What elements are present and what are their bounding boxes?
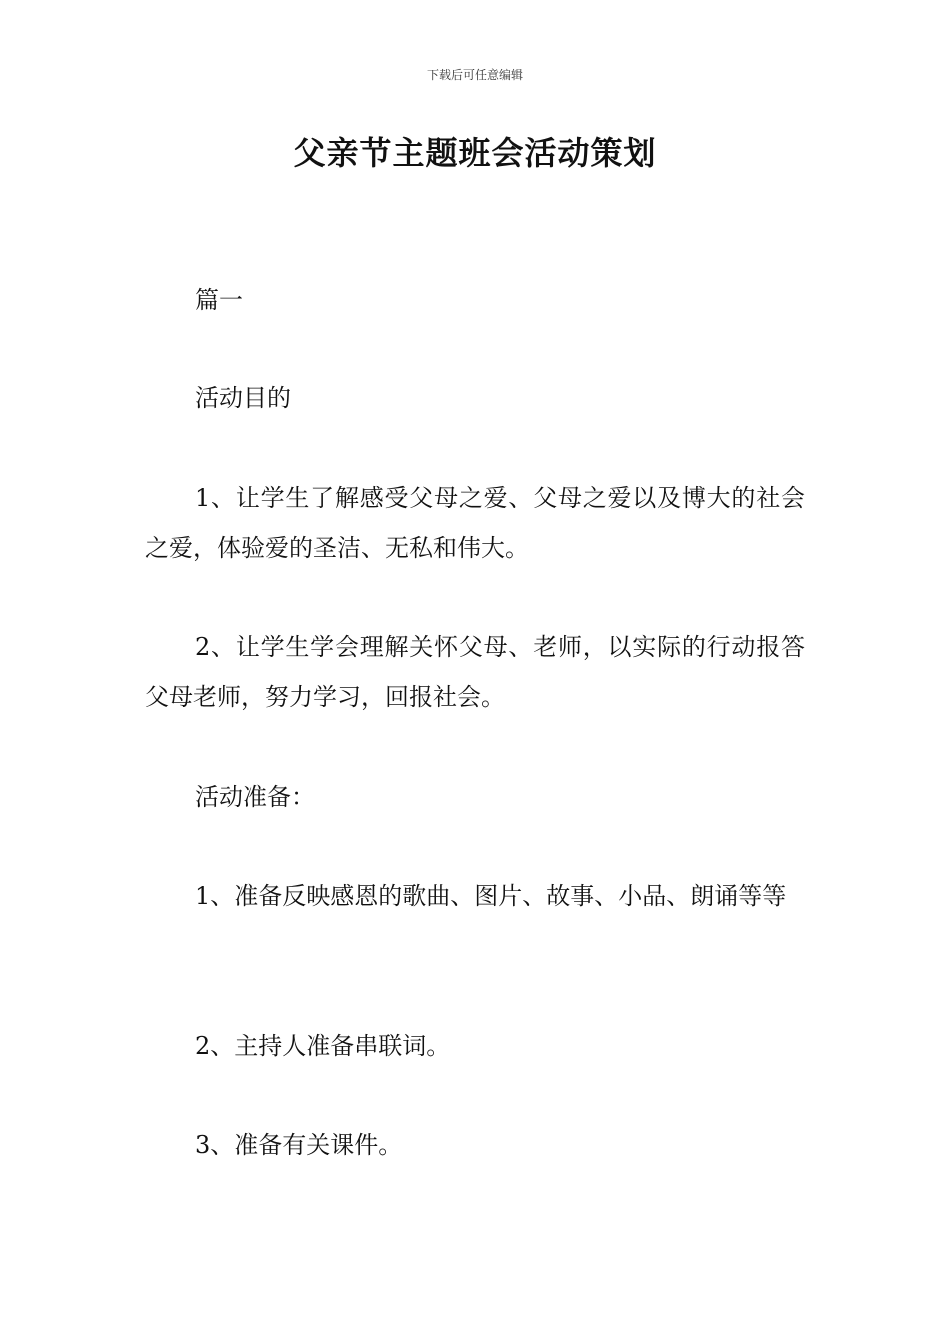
section-heading: 篇一 bbox=[195, 286, 243, 314]
paragraph-purpose-2: 2、让学生学会理解关怀父母、老师，以实际的行动报答父母老师，努力学习，回报社会。 bbox=[145, 633, 805, 711]
page-header-note: 下载后可任意编辑 bbox=[426, 68, 523, 82]
document-title: 父亲节主题班会活动策划 bbox=[293, 134, 657, 172]
paragraph-preparation-3: 3、准备有关课件。 bbox=[195, 1131, 403, 1159]
subheading-purpose: 活动目的 bbox=[195, 384, 291, 412]
paragraph-purpose-1: 1、让学生了解感受父母之爱、父母之爱以及博大的社会之爱，体验爱的圣洁、无私和伟大。 bbox=[145, 484, 805, 562]
paragraph-preparation-1: 1、准备反映感恩的歌曲、图片、故事、小品、朗诵等等 bbox=[195, 882, 787, 910]
paragraph-preparation-2: 2、主持人准备串联词。 bbox=[195, 1032, 451, 1060]
subheading-preparation: 活动准备： bbox=[195, 783, 315, 811]
